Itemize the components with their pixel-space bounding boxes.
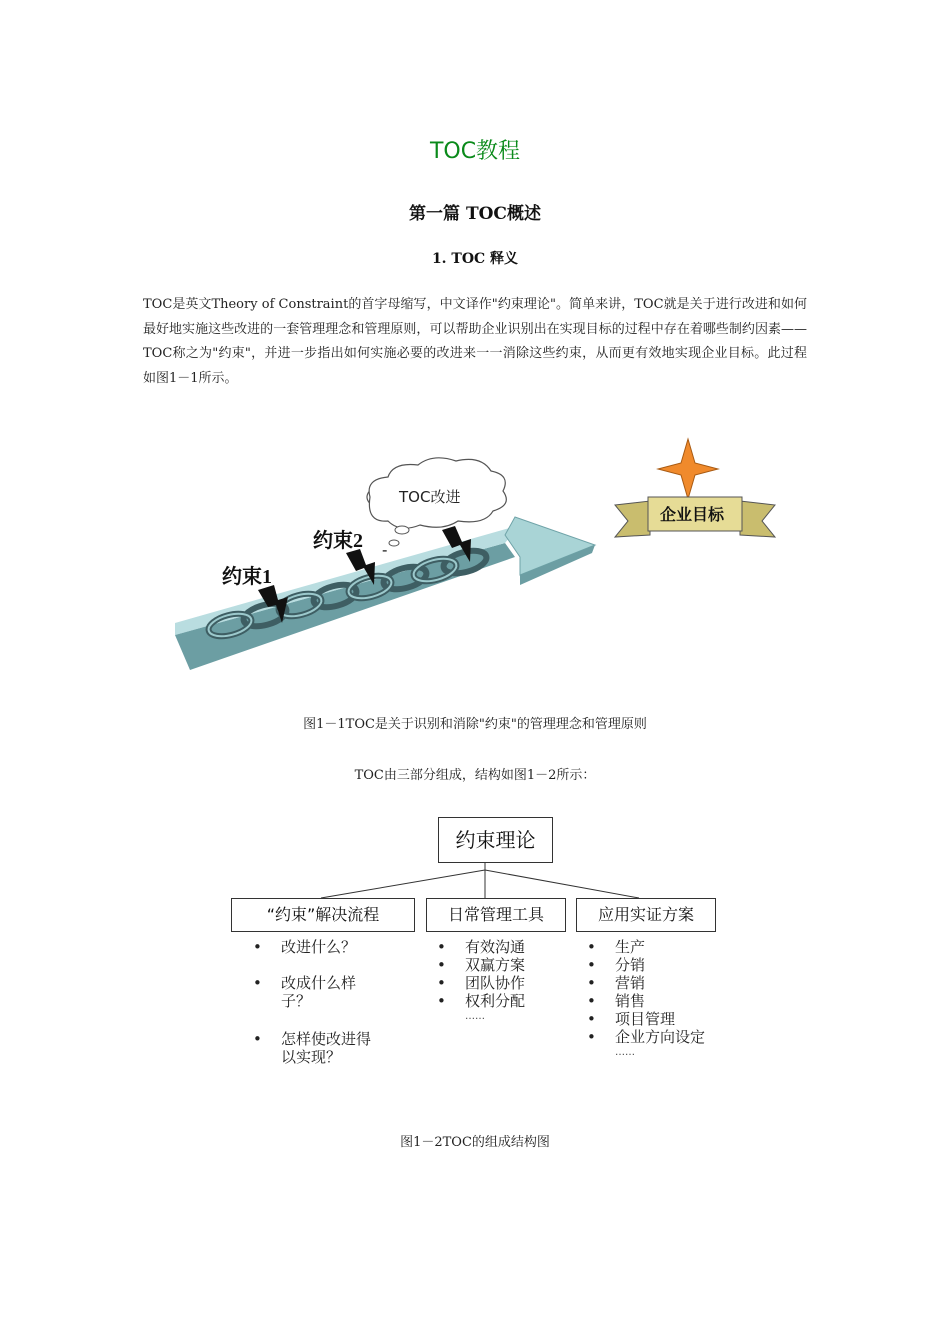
list-item: • 改成什么样子？ (253, 974, 373, 1010)
branch-label: 日常管理工具 (447, 905, 544, 924)
goal-banner (615, 497, 775, 537)
body-paragraph: TOC是英文Theory of Constraint的首字母缩写，中文译作"约束理论"。简单来讲，TOC就是关于进行改进和如何最好地实施这些改进的一套管理理念和管理原则，可以帮助企业识别出在实现目标的过程中存在着哪些制约因素——TOC称之为"约束"，并进一步指出如何实施必要的改进来一一消除这些约束，从而更有效地实现企业目标。此过程如图1－1所示。 (143, 297, 807, 386)
daily-tools-more: …… (465, 1011, 485, 1022)
applications-list (587, 938, 722, 1046)
list-item: • 团队协作 (437, 974, 557, 992)
list-item: • 分销 (587, 956, 722, 974)
root-label: 约束理论 (455, 828, 536, 852)
dash-mark: - (382, 540, 388, 559)
branch-label: “约束”解决流程 (266, 905, 380, 924)
section-heading: 1. TOC 释义 (431, 251, 519, 267)
root-box (438, 817, 553, 863)
part-heading: 第一篇 TOC概述 (409, 204, 541, 224)
figure-1-caption: 图1－1TOC是关于识别和消除"约束"的管理理念和管理原则 (303, 717, 647, 732)
list-item: • 改进什么？ (253, 938, 373, 956)
list-item: • 企业方向设定 (587, 1028, 722, 1046)
star-icon (658, 439, 718, 499)
document-title: TOC教程 (429, 139, 521, 164)
list-item: • 项目管理 (587, 1010, 722, 1028)
cloud-label: TOC改进 (399, 488, 461, 506)
list-item: • 怎样使改进得以实现？ (253, 1030, 373, 1066)
constraint-process-list (253, 938, 373, 1066)
list-item: • 生产 (587, 938, 722, 956)
thought-cloud (367, 458, 506, 546)
list-item: • 有效沟通 (437, 938, 557, 956)
constraint-2-label: 约束2 (313, 530, 363, 552)
figure-toc-process (170, 425, 790, 685)
figure-toc-structure (225, 812, 725, 1077)
branch-box-applications (576, 898, 716, 932)
goal-label: 企业目标 (660, 505, 725, 524)
branch-box-constraint-process (231, 898, 415, 932)
branch-label: 应用实证方案 (597, 905, 694, 924)
applications-more: …… (615, 1047, 635, 1058)
figure-2-intro: TOC由三部分组成，结构如图1－2所示： (354, 768, 596, 783)
list-item: • 营销 (587, 974, 722, 992)
list-item: • 双赢方案 (437, 956, 557, 974)
constraint-1-label: 约束1 (222, 566, 272, 588)
figure-2-caption: 图1－2TOC的组成结构图 (400, 1135, 550, 1150)
daily-tools-list (437, 938, 557, 1010)
branch-box-daily-tools (426, 898, 566, 932)
list-item: • 权利分配 (437, 992, 557, 1010)
toc-process-illustration (170, 425, 790, 685)
list-item: • 销售 (587, 992, 722, 1010)
